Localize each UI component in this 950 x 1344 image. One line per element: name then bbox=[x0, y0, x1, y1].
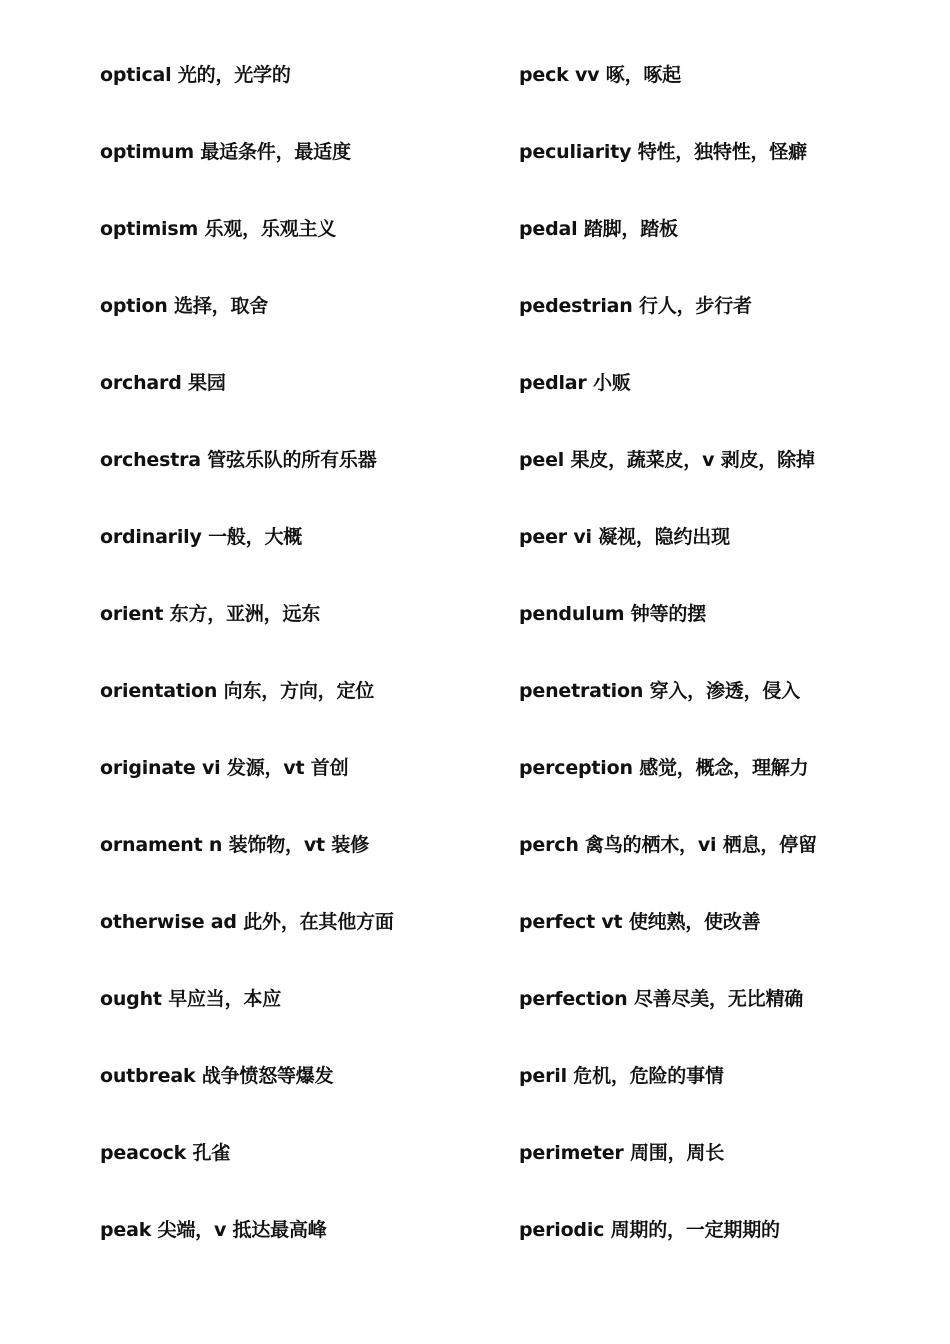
vocabulary-entry: peculiarity 特性，独特性，怪癖 bbox=[519, 141, 807, 163]
vocabulary-entry: perimeter 周围，周长 bbox=[519, 1142, 725, 1164]
vocabulary-entry: otherwise ad 此外，在其他方面 bbox=[100, 911, 394, 933]
vocabulary-entry: peak 尖端，v 抵达最高峰 bbox=[100, 1219, 327, 1241]
vocabulary-entry: peel 果皮，蔬菜皮，v 剥皮，除掉 bbox=[519, 449, 815, 471]
vocabulary-entry: ornament n 装饰物，vt 装修 bbox=[100, 834, 369, 856]
vocabulary-entry: pedal 踏脚，踏板 bbox=[519, 218, 678, 240]
vocabulary-entry: outbreak 战争愤怒等爆发 bbox=[100, 1065, 334, 1087]
vocabulary-entry: perch 禽鸟的栖木，vi 栖息，停留 bbox=[519, 834, 817, 856]
vocabulary-entry: optimum 最适条件，最适度 bbox=[100, 141, 351, 163]
vocabulary-entry: peer vi 凝视，隐约出现 bbox=[519, 526, 730, 548]
vocabulary-entry: optimism 乐观，乐观主义 bbox=[100, 218, 337, 240]
vocabulary-entry: orchestra 管弦乐队的所有乐器 bbox=[100, 449, 377, 471]
vocabulary-entry: perfection 尽善尽美，无比精确 bbox=[519, 988, 804, 1010]
vocabulary-entry: periodic 周期的，一定期期的 bbox=[519, 1219, 780, 1241]
vocabulary-entry: ordinarily 一般，大概 bbox=[100, 526, 303, 548]
vocabulary-entry: pendulum 钟等的摆 bbox=[519, 603, 706, 625]
vocabulary-entry: peck vv 啄，啄起 bbox=[519, 64, 681, 86]
vocabulary-entry: originate vi 发源，vt 首创 bbox=[100, 757, 349, 779]
vocabulary-entry: ought 早应当，本应 bbox=[100, 988, 282, 1010]
vocabulary-entry: peacock 孔雀 bbox=[100, 1142, 231, 1164]
vocabulary-entry: pedlar 小贩 bbox=[519, 372, 631, 394]
vocabulary-entry: perception 感觉，概念，理解力 bbox=[519, 757, 809, 779]
vocabulary-entry: orient 东方，亚洲，远东 bbox=[100, 603, 321, 625]
vocabulary-entry: pedestrian 行人，步行者 bbox=[519, 295, 752, 317]
vocabulary-entry: peril 危机，危险的事情 bbox=[519, 1065, 724, 1087]
vocabulary-entry: perfect vt 使纯熟，使改善 bbox=[519, 911, 761, 933]
vocabulary-entry: penetration 穿入，渗透，侵入 bbox=[519, 680, 800, 702]
vocabulary-entry: optical 光的，光学的 bbox=[100, 64, 291, 86]
vocabulary-entry: option 选择，取舍 bbox=[100, 295, 269, 317]
vocabulary-entry: orchard 果园 bbox=[100, 372, 226, 394]
vocabulary-entry: orientation 向东，方向，定位 bbox=[100, 680, 375, 702]
